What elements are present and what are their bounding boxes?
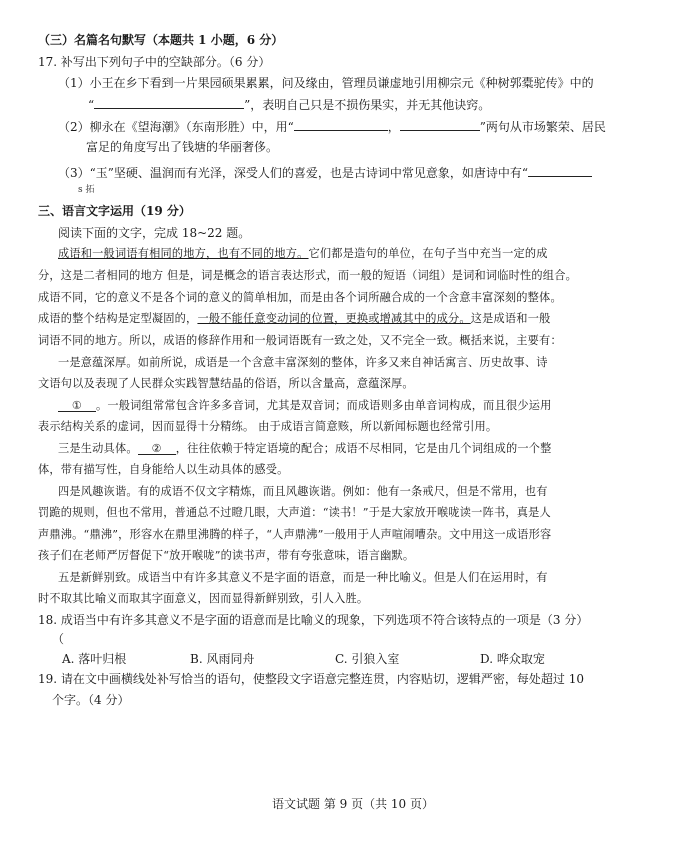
passage-p4-line1: [58, 443, 552, 455]
passage-p1-line4-a: 成语的整个结构是定型凝固的，: [38, 312, 198, 325]
q18-option-a[interactable]: A. 落叶归根: [62, 652, 127, 666]
passage-p1-line2: 分，这是二者相同的地方 但是，词是概念的语言表达形式，而一般的短语（词组）是词和词临时性的组合。: [38, 269, 577, 282]
q17-item1-tail: ”，表明自己只是不损伤果实，并无其他诀窍。: [244, 98, 491, 112]
q19-line1: 19. 请在文中画横线处补写恰当的语句，使整段文字语意完整连贯，内容贴切，逻辑严密，每处超过 10: [38, 672, 584, 686]
passage-p4-line1-b: ，往往依赖于特定语境的配合；成语不尽相同，它是由几个词组成的一个整: [175, 442, 552, 455]
q18-answer-paren[interactable]: （: [52, 632, 65, 646]
passage-p1-line1: [58, 248, 548, 259]
passage-p5-line3: 声鼎沸。“鼎沸”，形容水在鼎里沸腾的样子，“人声鼎沸”一般用于人声喧闹嘈杂。文中用这一成语形容: [38, 528, 552, 541]
page-footer: 语文试题 第 9 页（共 10 页）: [272, 797, 434, 811]
passage-p1-line3: 成语不同，它的意义不是各个词的意义的简单相加，而是由各个词所融合成的一个含意丰富深刻的整体。: [38, 291, 562, 304]
q18-stem: 18. 成语当中有许多其意义不是字面的语意而是比喻义的现象，下列选项不符合该特点的一项是（3 分）: [38, 613, 589, 627]
q17-item3-blank[interactable]: [528, 166, 592, 177]
q17-item3-line1: [58, 166, 592, 179]
passage-blank-2[interactable]: ②: [138, 443, 176, 455]
passage-p1-line5: 词语不同的地方。所以，成语的修辞作用和一般词语既有一致之处，又不完全一致。概括来说，主要有：: [38, 334, 562, 347]
passage-p2-line2: 文语句以及表现了人民群众实践智慧结晶的俗语，所以含量高，意蕴深厚。: [38, 377, 414, 390]
q17-item2-sep: ，: [387, 120, 400, 134]
passage-p5-line1: 四是风趣诙谐。有的成语不仅文字精炼，而且风趣诙谐。例如：他有一条戒尺，但是不常用，也有: [58, 485, 548, 498]
q17-item1-quote-open: “: [88, 98, 95, 112]
section-title-language-use: 三、语言文字运用（19 分）: [38, 204, 191, 218]
q17-item2-text-a: （2）柳永在《望海潮》（东南形胜）中，用“: [58, 120, 294, 134]
q17-item2-text-b: ”两句从市场繁荣、居民: [479, 120, 606, 134]
passage-p3-line2: 表示结构关系的虚词，因而显得十分精练。 由于成语言简意赅，所以新闻标题也经常引用。: [38, 420, 498, 433]
q18-option-b[interactable]: B. 风雨同舟: [190, 652, 255, 666]
q17-item2-blank-2[interactable]: [400, 120, 480, 131]
q17-stem: 17. 补写出下列句子中的空缺部分。（6 分）: [38, 55, 271, 69]
q18-option-c[interactable]: C. 引狼入室: [335, 652, 400, 666]
q19-line2: 个字。（4 分）: [52, 693, 130, 707]
q17-item2-line2: 富足的角度写出了钱塘的华丽奢侈。: [86, 140, 279, 154]
q17-item1-blank[interactable]: [94, 98, 244, 109]
passage-p5-line4: 孩子们在老师严厉督促下“放开喉咙”的读书声，带有夸张意味，语言幽默。: [38, 549, 415, 562]
reading-intro: 阅读下面的文字，完成 18~22 题。: [58, 226, 251, 240]
q17-item3-line2: s 拓: [78, 185, 95, 195]
passage-p1-line4: [38, 313, 550, 324]
passage-p6-line1: 五是新鲜别致。成语当中有许多其意义不是字面的语意，而是一种比喻义。但是人们在运用时，有: [58, 571, 548, 584]
passage-underline-1: 成语和一般词语有相同的地方，也有不同的地方。: [58, 247, 309, 260]
passage-p2-line1: 一是意蕴深厚。如前所说，成语是一个含意丰富深刻的整体，许多又来自神话寓言、历史故事、诗: [58, 356, 548, 369]
passage-p6-line2: 时不取其比喻义而取其字面意义，因而显得新鲜别致，引人入胜。: [38, 592, 369, 605]
passage-p3-line1: [58, 400, 552, 412]
section-title-memorize: （三）名篇名句默写（本题共 1 小题，6 分）: [38, 33, 284, 47]
q17-item2-blank-1[interactable]: [294, 120, 388, 131]
passage-p1-line1-rest: 它们都是造句的单位，在句子当中充当一定的成: [308, 247, 548, 260]
q17-item1-line2: [88, 98, 490, 111]
passage-p5-line2: 罚跪的规则，但也不常用，普通总不过瞪几眼，大声道：“读书！”于是大家放开喉咙读一阵书，真是人: [38, 506, 551, 519]
passage-p4-line2: 体，带有描写性，自身能给人以生动具体的感受。: [38, 463, 289, 476]
passage-blank-1[interactable]: ①: [58, 400, 96, 412]
passage-p3-line1-rest: 。一般词组常常包含许多多音词，尤其是双音词；而成语则多由单音词构成，而且很少运用: [96, 399, 552, 412]
q18-option-d[interactable]: D. 哗众取宠: [480, 652, 545, 666]
passage-underline-2: 一般不能任意变动词的位置，更换或增减其中的成分。: [197, 312, 471, 325]
q17-item3-text: （3）“玉”坚硬、温润而有光泽，深受人们的喜爱，也是古诗词中常见意象，如唐诗中有“: [58, 166, 529, 180]
q17-item1-line1: （1）小王在乡下看到一片果园硕果累累，问及缘由，管理员谦虚地引用柳宗元《种树郭橐驼传》中的: [58, 76, 594, 90]
passage-p1-line4-b: 这是成语和一般: [470, 312, 551, 325]
passage-p4-line1-a: 三是生动具体。: [58, 442, 138, 455]
q17-item2-line1: [58, 120, 606, 133]
